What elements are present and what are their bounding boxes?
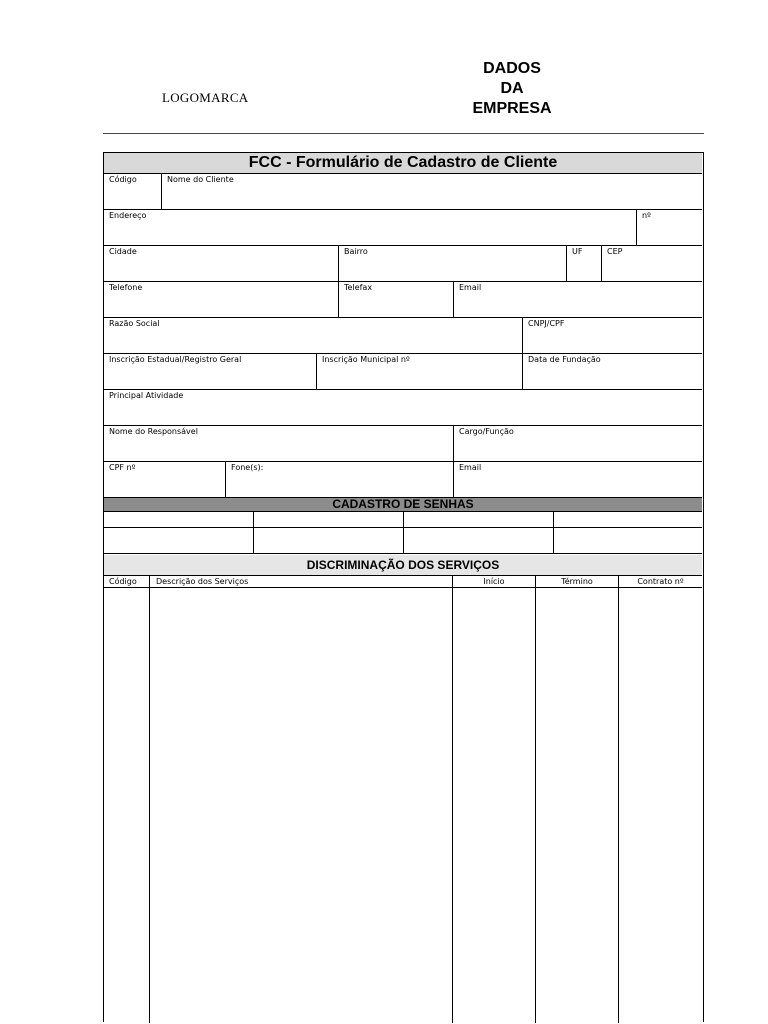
field-numero[interactable] (636, 210, 702, 245)
row-company (104, 318, 702, 354)
field-uf[interactable] (566, 246, 601, 281)
row-client (104, 174, 702, 210)
row-address (104, 210, 702, 246)
column-header-inicio: Início (483, 577, 505, 586)
label-bairro: Bairro (344, 247, 368, 256)
field-endereco[interactable] (104, 210, 636, 245)
field-codigo[interactable] (104, 174, 161, 209)
field-cidade[interactable] (104, 246, 338, 281)
column-header-contrato: Contrato nº (637, 577, 684, 586)
field-inscricao-estadual[interactable] (104, 354, 316, 389)
password-cell[interactable] (104, 512, 253, 527)
password-cell[interactable] (253, 528, 403, 553)
password-cell[interactable] (553, 512, 702, 527)
password-row-2 (104, 528, 702, 554)
field-cep[interactable] (601, 246, 702, 281)
password-cell[interactable] (253, 512, 403, 527)
label-email: Email (459, 283, 482, 292)
row-activity (104, 390, 702, 426)
label-principal-atividade: Principal Atividade (109, 391, 184, 400)
field-nome-cliente[interactable] (161, 174, 702, 209)
column-header-descricao: Descrição dos Serviços (156, 577, 249, 586)
field-email-responsavel[interactable] (453, 462, 702, 497)
label-codigo: Código (109, 175, 137, 184)
form-title: FCC - Formulário de Cadastro de Cliente (104, 153, 702, 174)
label-inscricao-estadual: Inscrição Estadual/Registro Geral (109, 355, 242, 364)
services-section-header: DISCRIMINAÇÃO DOS SERVIÇOS (104, 555, 702, 576)
services-column-inicio[interactable] (452, 576, 535, 1023)
label-cnpj-cpf: CNPJ/CPF (528, 319, 565, 328)
row-responsible-contact (104, 462, 702, 498)
label-razao-social: Razão Social (109, 319, 160, 328)
column-header-codigo: Código (109, 577, 137, 586)
field-bairro[interactable] (338, 246, 566, 281)
label-uf: UF (572, 247, 583, 256)
password-cell[interactable] (403, 528, 553, 553)
field-nome-responsavel[interactable] (104, 426, 453, 461)
row-phone (104, 282, 702, 318)
label-email-responsavel: Email (459, 463, 482, 472)
field-cnpj-cpf[interactable] (522, 318, 702, 353)
passwords-section-header: CADASTRO DE SENHAS (104, 498, 702, 512)
label-nome-cliente: Nome do Cliente (167, 175, 234, 184)
field-data-fundacao[interactable] (522, 354, 702, 389)
company-line-1: DADOS (483, 60, 541, 77)
password-cell[interactable] (403, 512, 553, 527)
label-cpf: CPF nº (109, 463, 136, 472)
field-cpf[interactable] (104, 462, 225, 497)
field-email[interactable] (453, 282, 702, 317)
row-registration (104, 354, 702, 390)
label-cep: CEP (607, 247, 623, 256)
password-cell[interactable] (104, 528, 253, 553)
field-razao-social[interactable] (104, 318, 522, 353)
client-registration-form (103, 152, 704, 1022)
label-nome-responsavel: Nome do Responsável (109, 427, 198, 436)
label-data-fundacao: Data de Fundação (528, 355, 601, 364)
field-inscricao-municipal[interactable] (316, 354, 522, 389)
label-inscricao-municipal: Inscrição Municipal nº (322, 355, 410, 364)
label-endereco: Endereço (109, 211, 147, 220)
company-line-3: EMPRESA (472, 100, 552, 117)
label-telefax: Telefax (344, 283, 373, 292)
column-header-termino: Término (561, 577, 593, 586)
logo-placeholder: LOGOMARCA (162, 90, 249, 105)
field-fones[interactable] (225, 462, 453, 497)
services-column-termino[interactable] (535, 576, 618, 1023)
password-row-1 (104, 512, 702, 528)
services-column-codigo[interactable] (104, 576, 149, 1023)
field-telefone[interactable] (104, 282, 338, 317)
services-column-contrato[interactable] (618, 576, 702, 1023)
services-column-descricao[interactable] (149, 576, 452, 1023)
company-info (452, 59, 572, 119)
field-cargo-funcao[interactable] (453, 426, 702, 461)
row-responsible (104, 426, 702, 462)
label-telefone: Telefone (109, 283, 143, 292)
header-divider (103, 133, 704, 134)
label-cidade: Cidade (109, 247, 137, 256)
password-cell[interactable] (553, 528, 702, 553)
company-line-2: DA (500, 80, 524, 97)
label-cargo-funcao: Cargo/Função (459, 427, 514, 436)
field-telefax[interactable] (338, 282, 453, 317)
label-fones: Fone(s): (231, 463, 264, 472)
label-numero: nº (642, 211, 651, 220)
row-city (104, 246, 702, 282)
field-principal-atividade[interactable] (104, 390, 702, 425)
